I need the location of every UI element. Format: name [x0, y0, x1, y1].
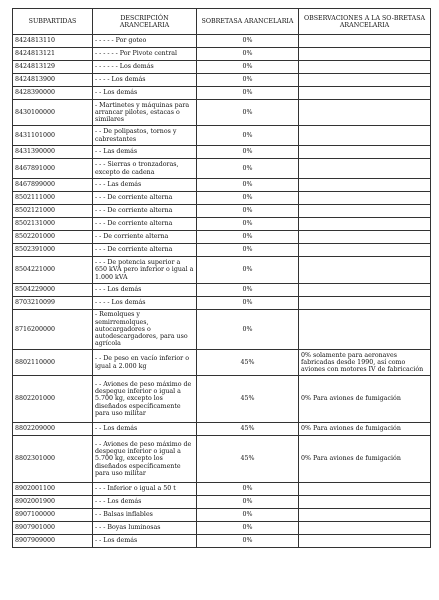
- descripcion-cell: - - - De corriente alterna: [93, 244, 197, 257]
- header-observaciones: OBSERVACIONES A LA SO-BRETASA ARANCELARIA: [299, 9, 431, 35]
- sobretasa-cell: 0%: [197, 218, 299, 231]
- table-row: [13, 376, 431, 423]
- observaciones-cell: [299, 61, 431, 74]
- observaciones-cell: [299, 87, 431, 100]
- subpartida-cell: 8424813110: [13, 35, 93, 48]
- table-row: [13, 436, 431, 483]
- sobretasa-cell: 45%: [197, 423, 299, 436]
- sobretasa-cell: 0%: [197, 244, 299, 257]
- header-sobretasa: SOBRETASA ARANCELARIA: [197, 9, 299, 35]
- sobretasa-cell: 0%: [197, 231, 299, 244]
- descripcion-cell: - - - De corriente alterna: [93, 205, 197, 218]
- table-row: [13, 179, 431, 192]
- descripcion-cell: - - - Sierras o tronzadoras, excepto de cadena: [93, 159, 197, 179]
- table-row: [13, 146, 431, 159]
- table-row: [13, 159, 431, 179]
- subpartida-cell: 8907909000: [13, 535, 93, 548]
- descripcion-cell: - Remolques y semirremolques, autocargadores o autodescargadores, para uso agrícola: [93, 310, 197, 350]
- sobretasa-cell: 45%: [197, 376, 299, 423]
- observaciones-cell: [299, 483, 431, 496]
- subpartida-cell: 8431390000: [13, 146, 93, 159]
- subpartida-cell: 8802209000: [13, 423, 93, 436]
- table-row: [13, 87, 431, 100]
- descripcion-cell: - - Aviones de peso máximo de despegue inferior o igual a 5.700 kg, excepto los diseñados específicamente para uso militar: [93, 436, 197, 483]
- subpartida-cell: 8902001100: [13, 483, 93, 496]
- table-row: [13, 100, 431, 126]
- descripcion-cell: - - - Boyas luminosas: [93, 522, 197, 535]
- subpartida-cell: 8504229000: [13, 284, 93, 297]
- table-body: [13, 35, 431, 548]
- descripcion-cell: - - - Inferior o igual a 50 t: [93, 483, 197, 496]
- sobretasa-cell: 45%: [197, 436, 299, 483]
- descripcion-cell: - - - - - - Por Pivote central: [93, 48, 197, 61]
- table-row: [13, 218, 431, 231]
- sobretasa-cell: 0%: [197, 126, 299, 146]
- observaciones-cell: [299, 159, 431, 179]
- subpartida-cell: 8424813129: [13, 61, 93, 74]
- table-row: [13, 231, 431, 244]
- subpartida-cell: 8716200000: [13, 310, 93, 350]
- sobretasa-cell: 0%: [197, 297, 299, 310]
- subpartida-cell: 8907901000: [13, 522, 93, 535]
- table-row: [13, 35, 431, 48]
- table-row: [13, 61, 431, 74]
- sobretasa-cell: 0%: [197, 192, 299, 205]
- table-row: [13, 483, 431, 496]
- table-row: [13, 423, 431, 436]
- descripcion-cell: - - - - - - Los demás: [93, 61, 197, 74]
- observaciones-cell: [299, 496, 431, 509]
- sobretasa-cell: 0%: [197, 61, 299, 74]
- observaciones-cell: [299, 244, 431, 257]
- subpartida-cell: 8802301000: [13, 436, 93, 483]
- descripcion-cell: - - - Los demás: [93, 284, 197, 297]
- sobretasa-cell: 0%: [197, 310, 299, 350]
- table-row: [13, 496, 431, 509]
- header-descripcion: DESCRIPCIÓN ARANCELARIA: [93, 9, 197, 35]
- table-row: [13, 192, 431, 205]
- descripcion-cell: - - - - - Por goteo: [93, 35, 197, 48]
- sobretasa-cell: 0%: [197, 522, 299, 535]
- subpartida-cell: 8907100000: [13, 509, 93, 522]
- observaciones-cell: [299, 192, 431, 205]
- observaciones-cell: [299, 297, 431, 310]
- table-row: [13, 244, 431, 257]
- subpartida-cell: 8430100000: [13, 100, 93, 126]
- sobretasa-cell: 0%: [197, 483, 299, 496]
- descripcion-cell: - - - Las demás: [93, 179, 197, 192]
- observaciones-cell: [299, 205, 431, 218]
- descripcion-cell: - - De corriente alterna: [93, 231, 197, 244]
- sobretasa-cell: 0%: [197, 100, 299, 126]
- table-row: [13, 310, 431, 350]
- table-row: [13, 350, 431, 376]
- sobretasa-cell: 0%: [197, 509, 299, 522]
- sobretasa-cell: 45%: [197, 350, 299, 376]
- table-row: [13, 48, 431, 61]
- subpartida-cell: 8424813121: [13, 48, 93, 61]
- subpartida-cell: 8424813900: [13, 74, 93, 87]
- subpartida-cell: 8502131000: [13, 218, 93, 231]
- observaciones-cell: [299, 522, 431, 535]
- descripcion-cell: - - - - Los demás: [93, 297, 197, 310]
- descripcion-cell: - - De peso en vacío inferior o igual a 2.000 kg: [93, 350, 197, 376]
- table-row: [13, 522, 431, 535]
- observaciones-cell: [299, 231, 431, 244]
- sobretasa-cell: 0%: [197, 159, 299, 179]
- observaciones-cell: 0% solamente para aeronaves fabricadas desde 1990, así como aviones con motores IV de fabricación: [299, 350, 431, 376]
- descripcion-cell: - - Los demás: [93, 535, 197, 548]
- observaciones-cell: [299, 48, 431, 61]
- observaciones-cell: [299, 310, 431, 350]
- descripcion-cell: - - - Los demás: [93, 496, 197, 509]
- table-row: [13, 509, 431, 522]
- table-row: [13, 257, 431, 284]
- subpartida-cell: 8902001900: [13, 496, 93, 509]
- sobretasa-cell: 0%: [197, 205, 299, 218]
- subpartida-cell: 8431101000: [13, 126, 93, 146]
- header-subpartidas: SUBPARTIDAS: [13, 9, 93, 35]
- observaciones-cell: [299, 146, 431, 159]
- observaciones-cell: [299, 179, 431, 192]
- subpartida-cell: 8802110000: [13, 350, 93, 376]
- subpartida-cell: 8504221000: [13, 257, 93, 284]
- observaciones-cell: [299, 35, 431, 48]
- sobretasa-cell: 0%: [197, 535, 299, 548]
- table-row: [13, 205, 431, 218]
- observaciones-cell: [299, 257, 431, 284]
- tariff-table: [12, 8, 431, 548]
- subpartida-cell: 8467899000: [13, 179, 93, 192]
- observaciones-cell: [299, 218, 431, 231]
- descripcion-cell: - - Balsas inflables: [93, 509, 197, 522]
- descripcion-cell: - - - De corriente alterna: [93, 218, 197, 231]
- observaciones-cell: [299, 100, 431, 126]
- descripcion-cell: - - Los demás: [93, 423, 197, 436]
- sobretasa-cell: 0%: [197, 257, 299, 284]
- observaciones-cell: 0% Para aviones de fumigación: [299, 376, 431, 423]
- observaciones-cell: [299, 126, 431, 146]
- descripcion-cell: - - Aviones de peso máximo de despegue inferior o igual a 5.700 kg, excepto los diseñados específicamente para uso militar: [93, 376, 197, 423]
- sobretasa-cell: 0%: [197, 284, 299, 297]
- subpartida-cell: 8502111000: [13, 192, 93, 205]
- subpartida-cell: 8502391000: [13, 244, 93, 257]
- observaciones-cell: [299, 74, 431, 87]
- observaciones-cell: [299, 284, 431, 297]
- table-row: [13, 297, 431, 310]
- subpartida-cell: 8467891000: [13, 159, 93, 179]
- table-row: [13, 284, 431, 297]
- sobretasa-cell: 0%: [197, 48, 299, 61]
- descripcion-cell: - - - - Los demás: [93, 74, 197, 87]
- subpartida-cell: 8703210099: [13, 297, 93, 310]
- observaciones-cell: [299, 509, 431, 522]
- descripcion-cell: - - - De corriente alterna: [93, 192, 197, 205]
- descripcion-cell: - - De polipastos, tornos y cabrestantes: [93, 126, 197, 146]
- descripcion-cell: - - Los demás: [93, 87, 197, 100]
- table-header: [13, 9, 431, 35]
- observaciones-cell: 0% Para aviones de fumigación: [299, 423, 431, 436]
- subpartida-cell: 8502121000: [13, 205, 93, 218]
- descripcion-cell: - - - De potencia superior a 650 kVA pero inferior o igual a 1.000 kVA: [93, 257, 197, 284]
- sobretasa-cell: 0%: [197, 146, 299, 159]
- table-row: [13, 126, 431, 146]
- subpartida-cell: 8428390000: [13, 87, 93, 100]
- sobretasa-cell: 0%: [197, 35, 299, 48]
- observaciones-cell: 0% Para aviones de fumigación: [299, 436, 431, 483]
- table-row: [13, 74, 431, 87]
- subpartida-cell: 8502201000: [13, 231, 93, 244]
- descripcion-cell: - - Las demás: [93, 146, 197, 159]
- subpartida-cell: 8802201000: [13, 376, 93, 423]
- table-row: [13, 535, 431, 548]
- sobretasa-cell: 0%: [197, 74, 299, 87]
- sobretasa-cell: 0%: [197, 87, 299, 100]
- observaciones-cell: [299, 535, 431, 548]
- sobretasa-cell: 0%: [197, 179, 299, 192]
- descripcion-cell: - Martinetes y máquinas para arrancar pilotes, estacas o similares: [93, 100, 197, 126]
- sobretasa-cell: 0%: [197, 496, 299, 509]
